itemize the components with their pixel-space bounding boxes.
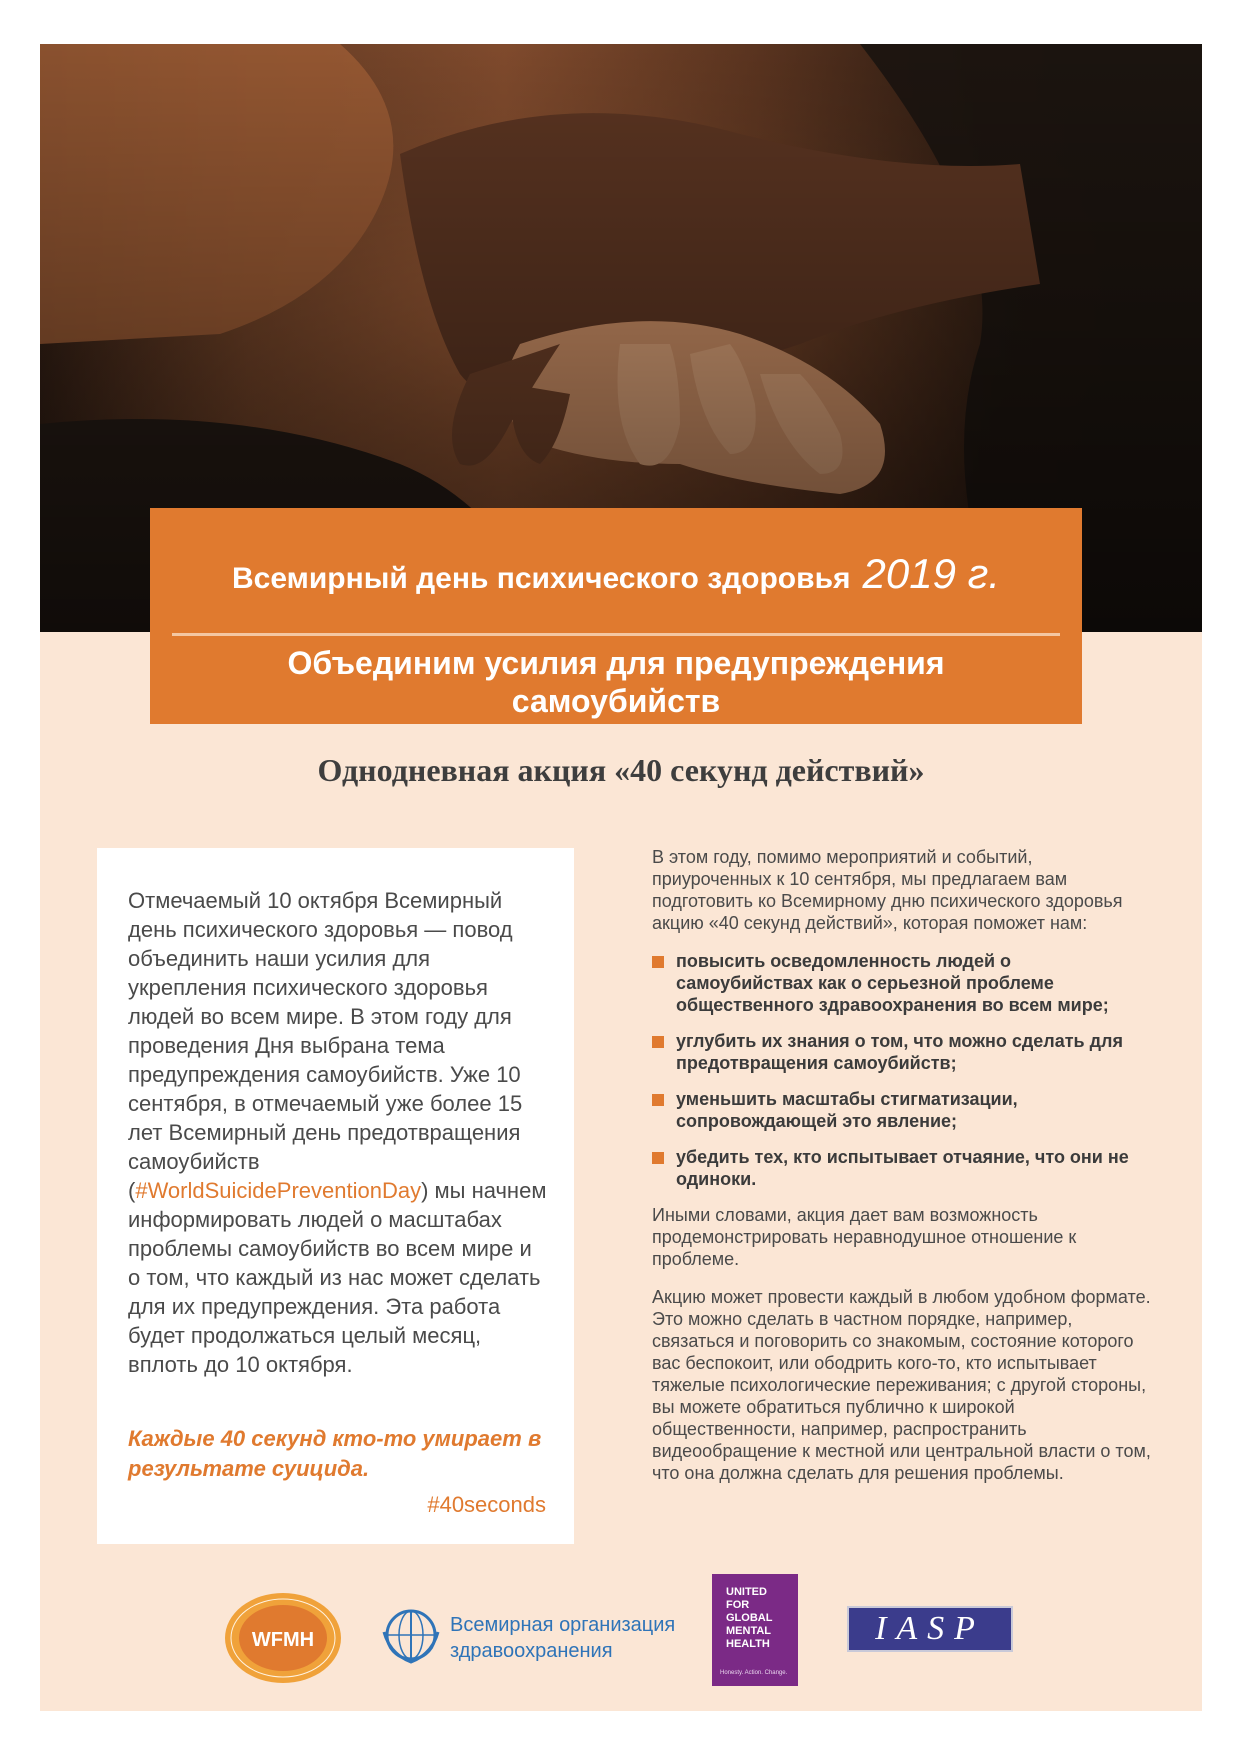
goal-text: углубить их знания о том, что можно сделать для предотвращения самоубийств; (676, 1031, 1123, 1073)
who-name (450, 1612, 675, 1664)
bullet-square-icon (652, 956, 664, 968)
united-line: HEALTH (726, 1638, 770, 1650)
who-name-line2: здравоохранения (450, 1640, 613, 1662)
banner-slogan: Объединим усилия для предупреждения самоубийств (287, 645, 945, 719)
goal-text: убедить тех, кто испытывает отчаяние, что они не одиноки. (676, 1147, 1129, 1189)
united-tagline: Honesty. Action. Change. (720, 1670, 788, 1676)
united-text (726, 1586, 772, 1651)
right-para-3: Акцию может провести каждый в любом удобном формате. Это можно сделать в частном порядке, например, связаться и поговорить со знакомым, состояние которого вас беспокоит, или ободрить кого-то, кто испытывает тяжелые психологические переживания; с другой стороны, вы можете обратиться публично к широкой общественности, например, распространить видеообращение к местной или центральной власти о том, что она должна сделать для решения проблемы. (652, 1287, 1151, 1483)
wfmh-label: WFMH (251, 1629, 315, 1651)
wfmh-logo (222, 1590, 344, 1686)
goal-text: уменьшить масштабы стигматизации, сопровождающей это явление; (676, 1089, 1018, 1131)
goal-text: повысить осведомленность людей о самоубийствах как о серьезной проблеме общественного здравоохранения во всем мире; (676, 951, 1109, 1015)
intro-text (128, 886, 548, 1379)
goals-list (652, 950, 1152, 1190)
goal-item (652, 950, 1152, 1016)
bullet-square-icon (652, 1036, 664, 1048)
intro-text-before: Отмечаемый 10 октября Всемирный день психического здоровья — повод объединить наши усилия для укрепления психического здоровья людей во всем мире. В этом году для проведения Дня выбрана тема предупреждения самоубийств. Уже 10 сентября, в отмечаемый уже более 15 лет Всемирный день предотвращения самоубийств ( (128, 888, 523, 1203)
intro-text-after: ) мы начнем информировать людей о масштабах проблемы самоубийств во всем мире и о том, что каждый из нас может сделать для их предупреждения. Эта работа будет продолжаться целый месяц, вплоть до 10 октября. (128, 1178, 547, 1377)
united-line: MENTAL (726, 1625, 772, 1637)
partner-logos (40, 1574, 1202, 1694)
banner-year: 2019 г. (862, 550, 1000, 597)
banner-divider (172, 633, 1060, 636)
bullet-square-icon (652, 1094, 664, 1106)
bullet-square-icon (652, 1152, 664, 1164)
iasp-label: IASP (875, 1610, 985, 1647)
who-emblem-icon (380, 1604, 442, 1666)
goal-item (652, 1088, 1152, 1132)
who-logo (380, 1604, 680, 1674)
goal-item (652, 1030, 1152, 1074)
united-for-global-mental-health-logo (712, 1574, 798, 1686)
right-intro: В этом году, помимо мероприятий и событий, приуроченных к 10 сентября, мы предлагаем вам подготовить ко Всемирному дню психического здоровья акцию «40 секунд действий», которая поможет нам: (652, 847, 1123, 933)
intro-box (97, 848, 574, 1544)
campaign-subtitle: Однодневная акция «40 секунд действий» (317, 752, 925, 788)
goal-item (652, 1146, 1152, 1190)
wfmh-emblem-icon (222, 1590, 344, 1686)
banner-title-line (150, 550, 1082, 598)
united-line: FOR (726, 1599, 750, 1611)
title-banner (150, 508, 1082, 724)
united-line: UNITED (726, 1586, 767, 1598)
united-line: GLOBAL (726, 1612, 773, 1624)
iasp-logo (847, 1606, 1013, 1652)
poster (40, 44, 1202, 1711)
right-para-2: Иными словами, акция дает вам возможность продемонстрировать неравнодушное отношение к проблеме. (652, 1205, 1077, 1269)
banner-title: Всемирный день психического здоровья (231, 562, 851, 595)
40seconds-hashtag[interactable]: #40seconds (427, 1492, 546, 1517)
key-quote: Каждые 40 секунд кто-то умирает в результате суицида. (128, 1426, 542, 1481)
right-column (652, 846, 1152, 1500)
who-name-line1: Всемирная организация (450, 1614, 676, 1636)
wspd-hashtag[interactable]: #WorldSuicidePreventionDay (135, 1178, 422, 1203)
